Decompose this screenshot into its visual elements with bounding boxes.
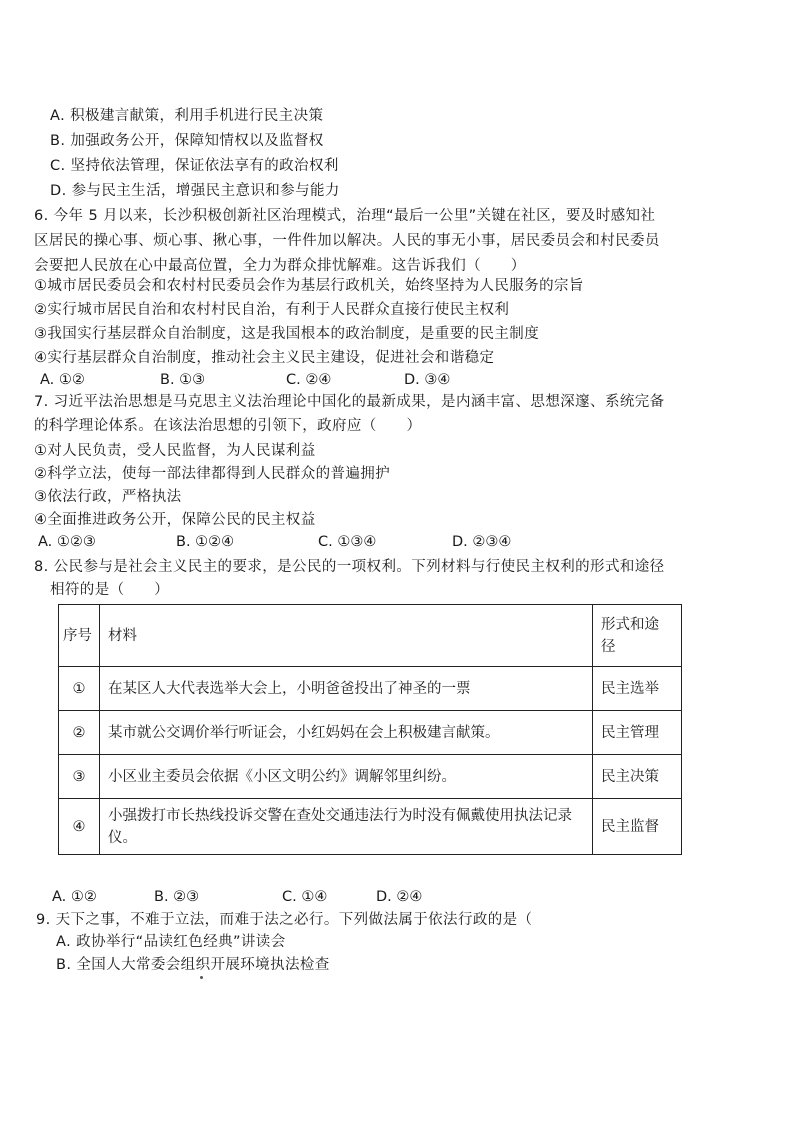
q9-option-a: A. 政协举行“品读红色经典”讲读会 (56, 934, 286, 950)
q7-statement-4: ④全面推进政务公开，保障公民的民主权益 (34, 512, 316, 528)
q6-statement-1: ①城市居民委员会和农村村民委员会作为基层行政机关，始终坚持为人民服务的宗旨 (34, 278, 584, 294)
table-row (59, 755, 682, 799)
q7-choice-b: B. ①②④ (176, 534, 235, 550)
row-number: ② (59, 711, 100, 755)
q8-choice-d: D. ②④ (376, 889, 423, 905)
q9-stem: 9. 天下之事，不难于立法，而难于法之必行。下列做法属于依法行政的是（ (36, 912, 533, 928)
q6-stem-line-2: 区居民的操心事、烦心事、揪心事，一件件加以解决。人民的事无小事，居民委员会和村民委员 (34, 233, 660, 249)
q6-choice-d: D. ③④ (404, 372, 451, 388)
row-number: ③ (59, 755, 100, 799)
q8-stem-line-2: 相符的是（ ） (50, 582, 170, 598)
q8-choice-a: A. ①② (52, 889, 97, 905)
row-form: 民主监督 (593, 799, 682, 855)
row-material: 某市就公交调价举行听证会，小红妈妈在会上积极建言献策。 (100, 711, 593, 755)
q6-stem-line-1: 6. 今年 5 月以来，长沙积极创新社区治理模式，治理“最后一公里”关键在社区，要及时感知社 (34, 208, 656, 224)
q7-statement-3: ③依法行政，严格执法 (34, 489, 182, 505)
q6-choice-b: B. ①③ (160, 372, 206, 388)
q5-option-a: A. 积极建言献策，利用手机进行民主决策 (50, 108, 324, 124)
table-row (59, 711, 682, 755)
q5-option-d: D. 参与民主生活，增强民主意识和参与能力 (50, 183, 340, 199)
q7-choice-c: C. ①③④ (318, 534, 377, 550)
q6-statement-4: ④实行基层群众自治制度，推动社会主义民主建设，促进社会和谐稳定 (34, 350, 495, 366)
q6-choice-a: A. ①② (40, 372, 85, 388)
header-form: 形式和途径 (593, 605, 682, 667)
row-number: ① (59, 667, 100, 711)
q7-stem-line-2: 的科学理论体系。在该法治思想的引领下，政府应（ ） (34, 418, 422, 434)
row-form: 民主决策 (593, 755, 682, 799)
table-header-row (59, 605, 682, 667)
q9-option-b: B. 全国人大常委会组织开展环境执法检查 (56, 957, 330, 973)
q7-statement-1: ①对人民负责，受人民监督，为人民谋利益 (34, 443, 316, 459)
row-number: ④ (59, 799, 100, 855)
q7-choice-d: D. ②③④ (452, 534, 512, 550)
q7-choice-a: A. ①②③ (38, 534, 96, 550)
row-form: 民主管理 (593, 711, 682, 755)
q5-option-c: C. 坚持依法管理，保证依法享有的政治权利 (50, 158, 339, 174)
q6-choice-c: C. ②④ (286, 372, 332, 388)
table-row (59, 799, 682, 855)
q5-option-b: B. 加强政务公开，保障知情权以及监督权 (50, 133, 324, 149)
q8-stem-line-1: 8. 公民参与是社会主义民主的要求，是公民的一项权利。下列材料与行使民主权利的形式和途径 (34, 559, 665, 575)
q6-statement-3: ③我国实行基层群众自治制度，这是我国根本的政治制度，是重要的民主制度 (34, 326, 540, 342)
q8-choice-c: C. ①④ (282, 889, 328, 905)
header-material: 材料 (100, 605, 593, 667)
row-form: 民主选举 (593, 667, 682, 711)
table-row (59, 667, 682, 711)
row-material: 小强拨打市长热线投诉交警在查处交通违法行为时没有佩戴使用执法记录仪。 (100, 799, 593, 855)
scan-speck (200, 976, 203, 979)
row-material: 小区业主委员会依据《小区文明公约》调解邻里纠纷。 (100, 755, 593, 799)
material-table (58, 604, 682, 855)
q6-stem-line-3: 会要把人民放在心中最高位置，全力为群众排忧解难。这告诉我们（ ） (34, 258, 526, 274)
q7-statement-2: ②科学立法，使每一部法律都得到人民群众的普遍拥护 (34, 466, 391, 482)
q6-statement-2: ②实行城市居民自治和农村村民自治，有利于人民群众直接行使民主权利 (34, 302, 510, 318)
q7-stem-line-1: 7. 习近平法治思想是马克思主义法治理论中国化的最新成果，是内涵丰富、思想深邃、系统完备 (34, 394, 665, 410)
header-number: 序号 (59, 605, 100, 667)
row-material: 在某区人大代表选举大会上，小明爸爸投出了神圣的一票 (100, 667, 593, 711)
q8-choice-b: B. ②③ (154, 889, 200, 905)
